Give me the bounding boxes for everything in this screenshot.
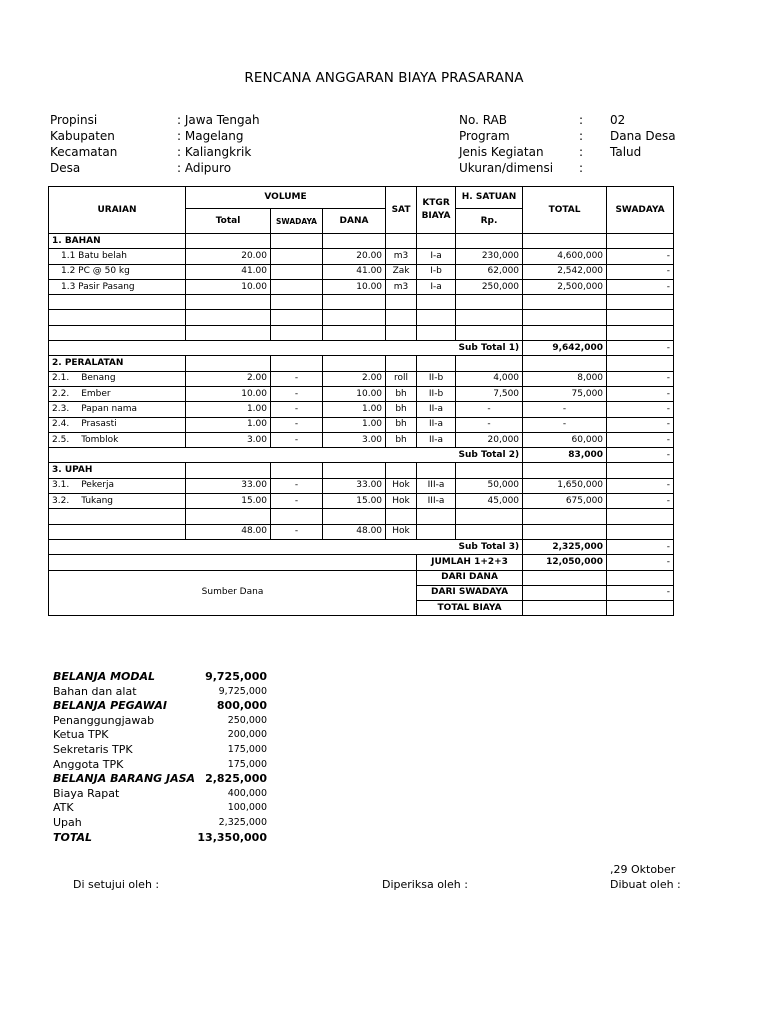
item-jumlah: 2,542,000 [523, 264, 607, 279]
item-name [49, 371, 186, 386]
info-row-program [459, 128, 699, 144]
item-harga: 20,000 [456, 432, 523, 447]
item-no: 2.1. [52, 373, 70, 384]
info-colon: : [579, 113, 584, 127]
belanja-label: Upah [53, 815, 82, 829]
info-label: Jenis Kegiatan [459, 145, 544, 159]
item-swadaya: - [271, 478, 323, 493]
page-title: RENCANA ANGGARAN BIAYA PRASARANA [244, 70, 524, 86]
item-swadaya: - [271, 402, 323, 417]
subtotal-row-3 [49, 539, 674, 554]
info-colon: : [579, 145, 584, 159]
info-row-jenis-kegiatan [459, 144, 699, 160]
info-label: Kecamatan [50, 145, 118, 159]
subtotal-sw: - [607, 539, 674, 554]
jumlah-label: JUMLAH 1+2+3 [417, 555, 523, 570]
item-swadaya: - [271, 417, 323, 432]
dari-swadaya-label: DARI SWADAYA [417, 585, 523, 600]
subtotal-sw: - [607, 341, 674, 356]
item-jumlah: 2,500,000 [523, 279, 607, 294]
item-dana: 33.00 [323, 478, 386, 493]
header-volume: VOLUME [186, 187, 386, 209]
item-harga: 230,000 [456, 249, 523, 264]
item-jumlah: 675,000 [523, 494, 607, 509]
info-row-kabupaten [50, 128, 244, 144]
item-swadaya: - [271, 432, 323, 447]
info-label: Propinsi [50, 113, 98, 127]
item-harga: 7,500 [456, 386, 523, 401]
empty-row [49, 509, 674, 524]
belanja-row [53, 787, 267, 802]
info-value: Talud [610, 145, 642, 159]
item-label: Tukang [81, 495, 114, 506]
info-colon: : [579, 161, 584, 175]
total-biaya-label: TOTAL BIAYA [417, 601, 523, 616]
item-swadaya: - [271, 371, 323, 386]
header-h-satuan: H. SATUAN [456, 187, 523, 209]
header-ktgr: KTGR [422, 198, 450, 208]
item-no: 3.1. [52, 480, 70, 491]
item-jumlah: - [523, 417, 607, 432]
belanja-label: BELANJA MODAL [53, 670, 156, 683]
item-dana: 1.00 [323, 402, 386, 417]
item-total: 2.00 [186, 371, 271, 386]
item-no: 2.2. [52, 388, 70, 399]
info-right [459, 112, 699, 176]
item-dana: 10.00 [323, 279, 386, 294]
section-row-peralatan [49, 356, 674, 371]
belanja-row [53, 685, 267, 700]
belanja-label: BELANJA PEGAWAI [53, 699, 167, 713]
item-total: 1.00 [186, 402, 271, 417]
item-ktgr: II-b [417, 386, 456, 401]
item-dana: 3.00 [323, 432, 386, 447]
item-sat: Zak [386, 264, 417, 279]
footer-disetujui: Di setujui oleh : [73, 878, 160, 891]
subtotal-sw: - [607, 448, 674, 463]
belanja-row [53, 699, 267, 714]
table-row [49, 494, 674, 509]
item-sw: - [607, 432, 674, 447]
belanja-label: Sekretaris TPK [53, 742, 133, 756]
table-row [49, 264, 674, 279]
sum-sat: Hok [386, 524, 417, 539]
section-row-upah [49, 463, 674, 478]
item-harga: 250,000 [456, 279, 523, 294]
header-total: TOTAL [523, 187, 607, 234]
item-sw: - [607, 417, 674, 432]
belanja-row [53, 801, 267, 816]
item-harga: - [456, 417, 523, 432]
item-name [49, 386, 186, 401]
empty-row [49, 325, 674, 340]
item-jumlah: 4,600,000 [523, 249, 607, 264]
sum-dana: 48.00 [323, 524, 386, 539]
info-value: : Adipuro [177, 161, 232, 175]
header-biaya: BIAYA [421, 211, 451, 221]
table-row [49, 279, 674, 294]
table-row [49, 478, 674, 493]
info-row-kecamatan [50, 144, 252, 160]
belanja-row [53, 772, 267, 787]
item-harga: 62,000 [456, 264, 523, 279]
info-row-no-rab [459, 112, 699, 128]
item-jumlah: - [523, 402, 607, 417]
item-harga: 50,000 [456, 478, 523, 493]
item-dana: 10.00 [323, 386, 386, 401]
subtotal-row-2 [49, 448, 674, 463]
dari-swadaya-sw: - [607, 585, 674, 600]
section-row-bahan [49, 234, 674, 249]
info-value: Dana Desa [610, 129, 676, 143]
info-label: Kabupaten [50, 129, 115, 143]
item-sw: - [607, 249, 674, 264]
item-dana: 1.00 [323, 417, 386, 432]
item-jumlah: 60,000 [523, 432, 607, 447]
item-name [49, 402, 186, 417]
item-sat: bh [386, 417, 417, 432]
jumlah-value: 12,050,000 [523, 555, 607, 570]
header-vol-swadaya: SWADAYA [271, 209, 323, 234]
item-total: 1.00 [186, 417, 271, 432]
belanja-summary [53, 670, 267, 845]
table-row [49, 249, 674, 264]
item-total: 20.00 [186, 249, 271, 264]
item-sw: - [607, 478, 674, 493]
sum-total: 48.00 [186, 524, 271, 539]
item-sat: Hok [386, 478, 417, 493]
belanja-row [53, 758, 267, 773]
item-name: 1.2 PC @ 50 kg [49, 264, 186, 279]
info-value: : Kaliangkrik [177, 145, 252, 159]
item-total: 41.00 [186, 264, 271, 279]
item-name [49, 478, 186, 493]
footer-diperiksa: Diperiksa oleh : [382, 878, 468, 891]
belanja-label: Anggota TPK [53, 757, 124, 771]
item-sat: m3 [386, 249, 417, 264]
belanja-row [53, 743, 267, 758]
upah-sum-row [49, 524, 674, 539]
section-title: 3. UPAH [49, 463, 186, 478]
item-harga: - [456, 402, 523, 417]
belanja-value: 9,725,000 [205, 670, 267, 683]
item-no: 2.4. [52, 419, 70, 430]
dari-dana-label: DARI DANA [417, 570, 523, 585]
item-jumlah: 8,000 [523, 371, 607, 386]
belanja-label: ATK [53, 801, 74, 815]
subtotal-label: Sub Total 2) [456, 448, 523, 463]
item-name [49, 494, 186, 509]
item-ktgr: III-a [417, 494, 456, 509]
item-no: 2.5. [52, 434, 70, 445]
item-dana: 2.00 [323, 371, 386, 386]
info-row-desa [50, 160, 232, 176]
info-colon: : [579, 129, 584, 143]
item-label: Benang [81, 373, 116, 384]
item-sw: - [607, 402, 674, 417]
subtotal-row-1 [49, 341, 674, 356]
item-swadaya [271, 264, 323, 279]
jumlah-sw: - [607, 555, 674, 570]
footer-date: ,29 Oktober [610, 863, 676, 876]
item-name: 1.1 Batu belah [49, 249, 186, 264]
info-row-propinsi [50, 112, 260, 128]
item-total: 15.00 [186, 494, 271, 509]
table-row [49, 371, 674, 386]
item-no: 3.2. [52, 495, 70, 506]
belanja-row [53, 714, 267, 729]
belanja-value: 800,000 [216, 699, 267, 713]
item-label: Papan nama [81, 403, 138, 414]
belanja-value: 400,000 [227, 787, 267, 799]
info-value: 02 [610, 113, 626, 127]
info-value: : Magelang [177, 129, 244, 143]
belanja-label: BELANJA BARANG JASA [53, 772, 196, 786]
subtotal-value: 2,325,000 [523, 539, 607, 554]
section-title: 2. PERALATAN [49, 356, 186, 371]
section-title: 1. BAHAN [49, 234, 186, 249]
item-total: 10.00 [186, 279, 271, 294]
belanja-label: Bahan dan alat [53, 684, 137, 698]
item-sw: - [607, 371, 674, 386]
item-ktgr: III-a [417, 478, 456, 493]
item-sat: Hok [386, 494, 417, 509]
header-swadaya: SWADAYA [607, 187, 674, 234]
header-vol-total: Total [186, 209, 271, 234]
item-harga: 45,000 [456, 494, 523, 509]
belanja-label: Penanggungjawab [53, 713, 155, 727]
item-jumlah: 75,000 [523, 386, 607, 401]
belanja-value: 13,350,000 [197, 830, 267, 844]
item-label: Pekerja [81, 480, 114, 491]
info-label: No. RAB [459, 113, 508, 127]
item-name [49, 417, 186, 432]
belanja-row [53, 728, 267, 743]
item-ktgr: I-a [417, 249, 456, 264]
item-sat: bh [386, 432, 417, 447]
belanja-row [53, 816, 267, 831]
belanja-label: Ketua TPK [53, 728, 109, 742]
belanja-value: 175,000 [227, 743, 267, 755]
sumber-dana-label: Sumber Dana [49, 570, 417, 616]
item-swadaya: - [271, 386, 323, 401]
item-jumlah: 1,650,000 [523, 478, 607, 493]
table-row [49, 402, 674, 417]
table-row [49, 432, 674, 447]
belanja-row [53, 670, 267, 685]
info-row-ukuran [459, 160, 699, 176]
info-label: Desa [50, 161, 81, 175]
belanja-row-total [53, 831, 267, 846]
info-label: Program [459, 129, 510, 143]
empty-row [49, 310, 674, 325]
item-sw: - [607, 279, 674, 294]
item-sat: roll [386, 371, 417, 386]
item-ktgr: II-a [417, 432, 456, 447]
table-row [49, 417, 674, 432]
item-dana: 41.00 [323, 264, 386, 279]
item-sw: - [607, 494, 674, 509]
item-ktgr: II-b [417, 371, 456, 386]
item-sw: - [607, 264, 674, 279]
empty-row [49, 295, 674, 310]
item-sw: - [607, 386, 674, 401]
belanja-value: 200,000 [227, 729, 267, 741]
item-total: 3.00 [186, 432, 271, 447]
belanja-label: Biaya Rapat [53, 786, 120, 800]
subtotal-value: 83,000 [523, 448, 607, 463]
header-rp: Rp. [456, 209, 523, 234]
table-header-row [49, 187, 674, 209]
item-label: Ember [81, 388, 111, 399]
item-no: 2.3. [52, 403, 70, 414]
info-label: Ukuran/dimensi [459, 161, 554, 175]
item-ktgr: II-a [417, 402, 456, 417]
header-vol-dana: DANA [323, 209, 386, 234]
header-ktgr-biaya [417, 187, 456, 234]
item-total: 10.00 [186, 386, 271, 401]
item-label: Tomblok [81, 434, 119, 445]
subtotal-value: 9,642,000 [523, 341, 607, 356]
header-sat: SAT [386, 187, 417, 234]
footer-dibuat: Dibuat oleh : [610, 878, 681, 891]
item-ktgr: I-b [417, 264, 456, 279]
subtotal-label: Sub Total 1) [456, 341, 523, 356]
item-sat: bh [386, 386, 417, 401]
belanja-value: 2,325,000 [218, 816, 267, 828]
info-left [50, 112, 260, 176]
item-sat: bh [386, 402, 417, 417]
belanja-value: 9,725,000 [218, 685, 267, 697]
table-row [49, 386, 674, 401]
item-ktgr: I-a [417, 279, 456, 294]
rab-table [48, 186, 674, 616]
info-value: : Jawa Tengah [177, 113, 260, 127]
jumlah-row [49, 555, 674, 570]
item-dana: 15.00 [323, 494, 386, 509]
item-swadaya [271, 279, 323, 294]
belanja-value: 175,000 [227, 758, 267, 770]
item-total: 33.00 [186, 478, 271, 493]
item-ktgr: II-a [417, 417, 456, 432]
sumber-row-dana [49, 570, 674, 585]
item-name [49, 432, 186, 447]
belanja-value: 100,000 [227, 802, 267, 814]
subtotal-label: Sub Total 3) [456, 539, 523, 554]
sum-swadaya: - [271, 524, 323, 539]
belanja-value: 250,000 [227, 714, 267, 726]
item-swadaya: - [271, 494, 323, 509]
header-uraian: URAIAN [49, 187, 186, 234]
item-dana: 20.00 [323, 249, 386, 264]
item-name: 1.3 Pasir Pasang [49, 279, 186, 294]
item-label: Prasasti [81, 419, 117, 430]
item-sat: m3 [386, 279, 417, 294]
belanja-value: 2,825,000 [205, 772, 267, 786]
item-swadaya [271, 249, 323, 264]
item-harga: 4,000 [456, 371, 523, 386]
belanja-label: TOTAL [53, 830, 93, 844]
